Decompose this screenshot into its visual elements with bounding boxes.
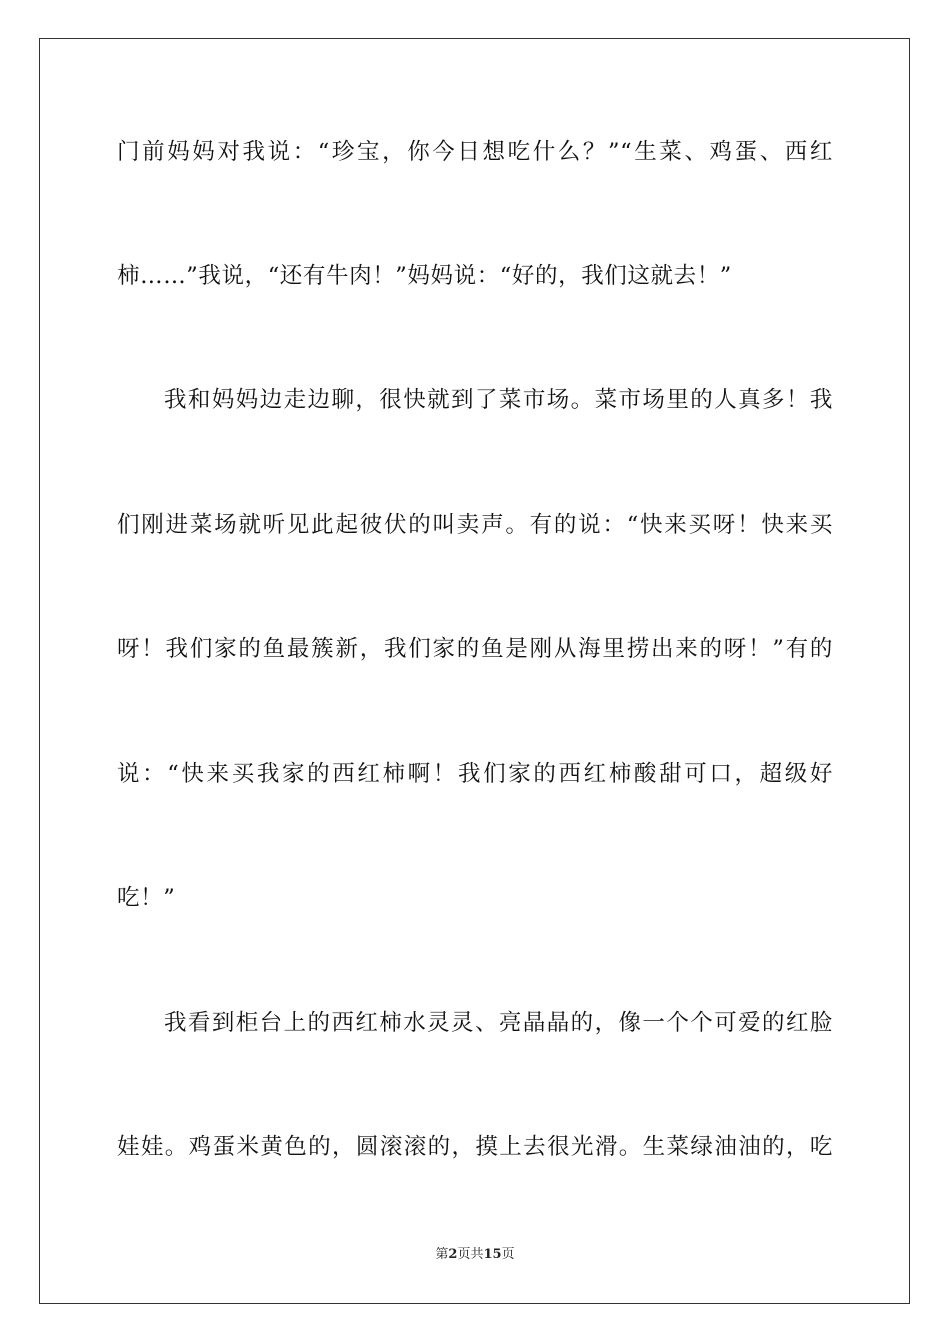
text-line-3: 我和妈妈边走边聊，很快就到了菜市场。菜市场里的人真多！我 [164, 387, 833, 413]
total-pages: 15 [483, 1247, 502, 1262]
total-suffix: 页 [501, 1247, 515, 1262]
text-line-5: 呀！我们家的鱼最簇新，我们家的鱼是刚从海里捞出来的呀！”有的 [117, 636, 833, 662]
text-line-8: 我看到柜台上的西红柿水灵灵、亮晶晶的，像一个个可爱的红脸 [164, 1010, 833, 1036]
text-line-9: 娃娃。鸡蛋米黄色的，圆滚滚的，摸上去很光滑。生菜绿油油的，吃 [117, 1134, 833, 1160]
text-line-6: 说：“快来买我家的西红柿啊！我们家的西红柿酸甜可口，超级好 [117, 761, 833, 787]
page-suffix: 页 [457, 1247, 471, 1262]
text-line-4: 们刚进菜场就听见此起彼伏的叫卖声。有的说：“快来买呀！快来买 [117, 512, 833, 538]
page-number: 2 [448, 1247, 458, 1262]
text-line-1: 门前妈妈对我说：“珍宝，你今日想吃什么？”“生菜、鸡蛋、西红 [117, 139, 833, 165]
text-line-7: 吃！” [117, 885, 176, 911]
total-prefix: 共 [470, 1247, 484, 1262]
text-line-2: 柿……”我说，“还有牛肉！”妈妈说：“好的，我们这就去！” [117, 263, 732, 289]
page-border [39, 38, 910, 1304]
page-footer [0, 1246, 950, 1264]
page-prefix: 第 [435, 1247, 449, 1262]
